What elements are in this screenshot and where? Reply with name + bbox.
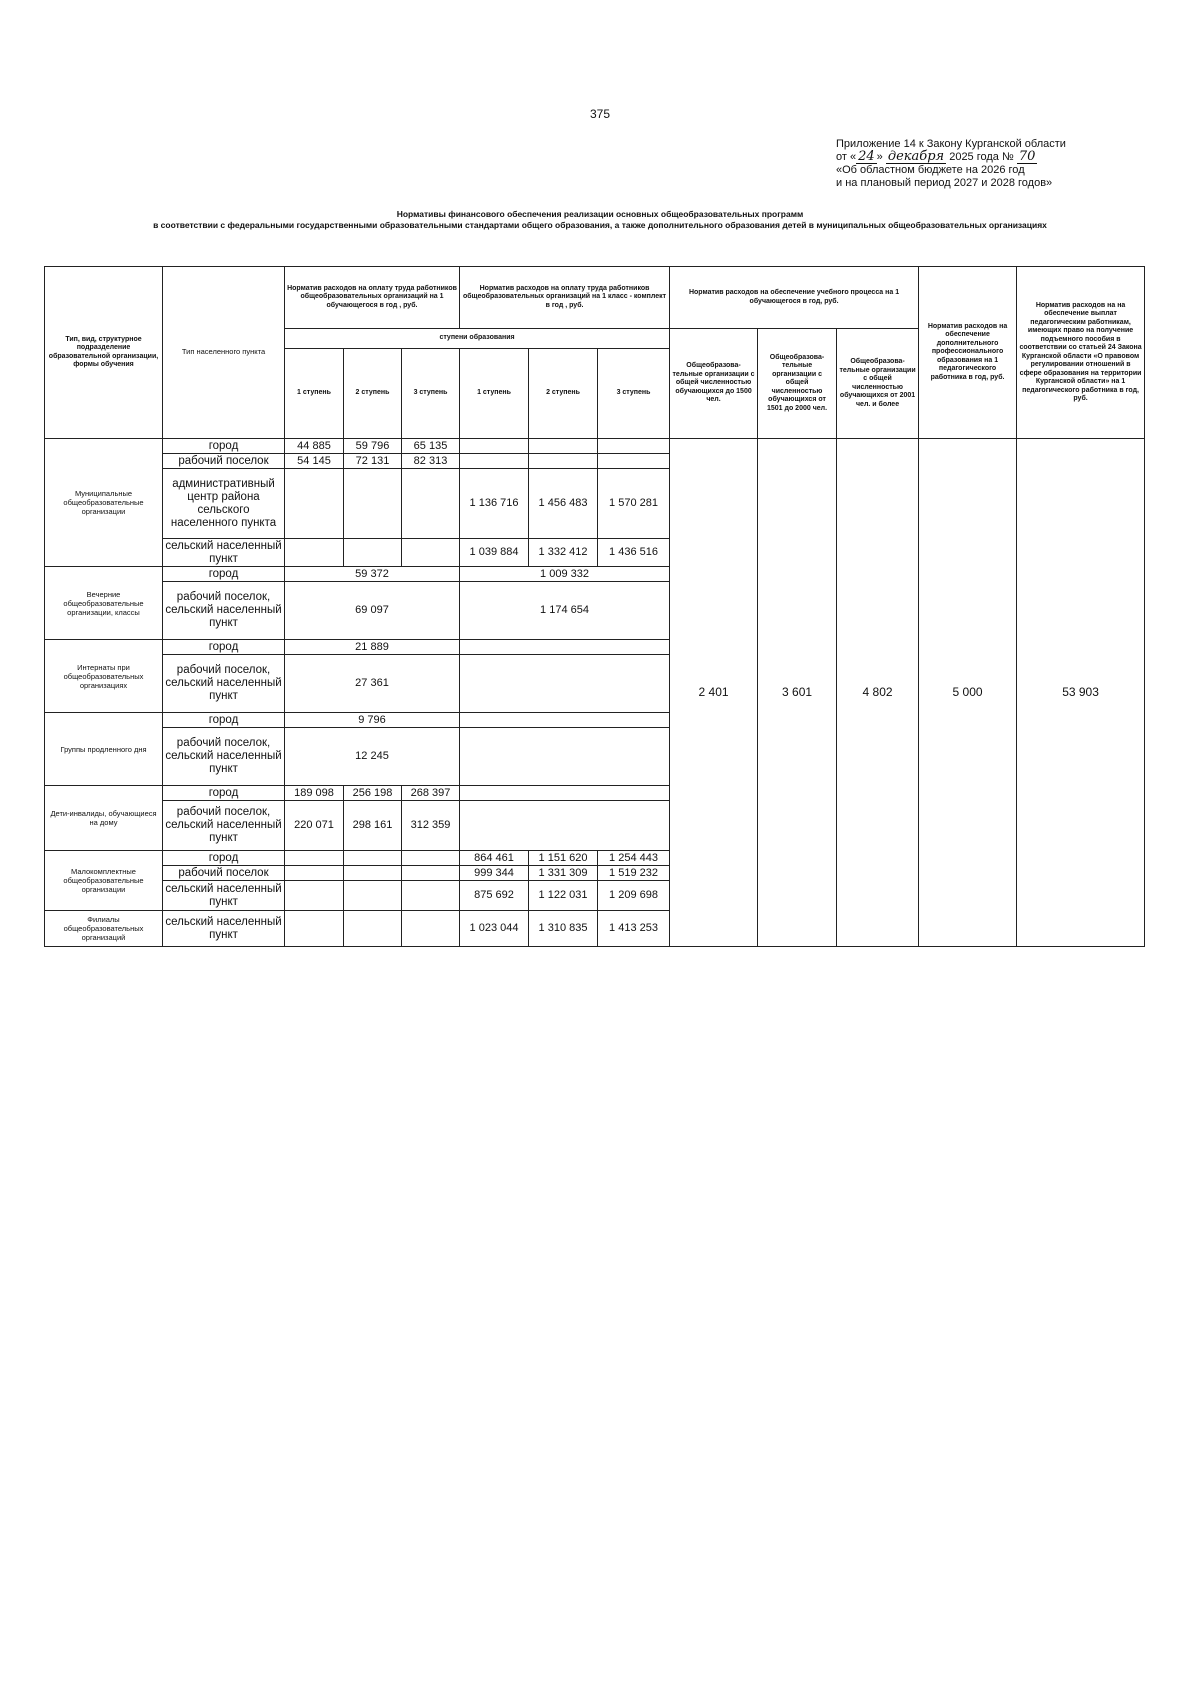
value-cell: 65 135: [402, 439, 460, 454]
value-cell: [285, 469, 344, 539]
value-cell: 9 796: [285, 713, 460, 728]
value-cell: 999 344: [460, 866, 529, 881]
value-cell: [344, 469, 402, 539]
empty-cell: [460, 786, 670, 801]
appendix-number-handwritten: 70: [1018, 149, 1036, 164]
settlement-cell: сельский населенный пункт: [163, 539, 285, 567]
header-pupil-level3: 3 ступень: [402, 349, 460, 439]
settlement-cell: город: [163, 713, 285, 728]
value-cell: [460, 454, 529, 469]
header-class-level1: 1 ступень: [460, 349, 529, 439]
appendix-date-mid: »: [876, 151, 883, 163]
empty-cell: [460, 713, 670, 728]
group-label-evening: Вечерние общеобразовательные организации, классы: [45, 567, 163, 640]
appendix-line3: «Об областном бюджете на 2026 год: [836, 164, 1025, 176]
settlement-cell: рабочий поселок, сельский населенный пункт: [163, 728, 285, 786]
appendix-line1: Приложение 14 к Закону Курганской области: [836, 138, 1066, 150]
value-cell: 1 413 253: [598, 911, 670, 947]
value-cell: 1 456 483: [529, 469, 598, 539]
title-line1: Нормативы финансового обеспечения реализации основных общеобразовательных программ: [396, 209, 804, 219]
empty-cell: [344, 911, 402, 947]
header-pupil-norm: Норматив расходов на оплату труда работников общеобразовательных организаций на 1 обучающегося в год , руб.: [285, 267, 460, 329]
appendix-month-handwritten: декабря: [887, 149, 945, 164]
page-number: 375: [589, 107, 611, 121]
value-cell: 1 009 332: [460, 567, 670, 582]
empty-cell: [402, 866, 460, 881]
group-label-boarding: Интернаты при общеобразовательных организациях: [45, 640, 163, 713]
settlement-cell: сельский населенный пункт: [163, 911, 285, 947]
header-class-level2: 2 ступень: [529, 349, 598, 439]
norm-lifting-allowance: 53 903: [1017, 439, 1145, 947]
value-cell: 312 359: [402, 801, 460, 851]
empty-cell: [344, 851, 402, 866]
group-label-disabled-home: Дети-инвалиды, обучающиеся на дому: [45, 786, 163, 851]
appendix-line4: и на плановый период 2027 и 2028 годов»: [836, 177, 1053, 189]
empty-cell: [285, 881, 344, 911]
settlement-cell: город: [163, 567, 285, 582]
empty-cell: [402, 911, 460, 947]
settlement-cell: рабочий поселок, сельский населенный пункт: [163, 801, 285, 851]
header-pupil-level2: 2 ступень: [344, 349, 402, 439]
empty-cell: [402, 851, 460, 866]
value-cell: 1 209 698: [598, 881, 670, 911]
value-cell: 1 519 232: [598, 866, 670, 881]
value-cell: 1 174 654: [460, 582, 670, 640]
group-label-small-schools: Малокомплектные общеобразовательные организации: [45, 851, 163, 911]
value-cell: 59 796: [344, 439, 402, 454]
norm-additional-education: 5 000: [919, 439, 1017, 947]
value-cell: 82 313: [402, 454, 460, 469]
appendix-line2: [836, 151, 1066, 164]
group-label-municipal: Муниципальные общеобразовательные организации: [45, 439, 163, 567]
table-row: [45, 439, 1145, 454]
value-cell: 1 039 884: [460, 539, 529, 567]
norm-large-schools: 4 802: [837, 439, 919, 947]
header-size-medium: Общеобразова-тельные организации с общей численностью обучающихся от 1501 до 2000 чел.: [758, 329, 837, 439]
empty-cell: [460, 640, 670, 655]
settlement-cell: город: [163, 439, 285, 454]
value-cell: 1 331 309: [529, 866, 598, 881]
empty-cell: [460, 655, 670, 713]
value-cell: 298 161: [344, 801, 402, 851]
appendix-header: [836, 138, 1066, 190]
header-size-small: Общеобразова-тельные организации с общей численностью обучающихся до 1500 чел.: [670, 329, 758, 439]
empty-cell: [285, 911, 344, 947]
empty-cell: [344, 881, 402, 911]
header-class-level3: 3 ступень: [598, 349, 670, 439]
settlement-cell: рабочий поселок: [163, 454, 285, 469]
settlement-cell: город: [163, 640, 285, 655]
settlement-cell: рабочий поселок: [163, 866, 285, 881]
group-label-branches: Филиалы общеобразовательных организаций: [45, 911, 163, 947]
settlement-cell: город: [163, 851, 285, 866]
value-cell: 1 122 031: [529, 881, 598, 911]
value-cell: 1 570 281: [598, 469, 670, 539]
settlement-cell: административный центр района сельского населенного пункта: [163, 469, 285, 539]
value-cell: 69 097: [285, 582, 460, 640]
value-cell: 54 145: [285, 454, 344, 469]
header-lifting-allowance: Норматив расходов на на обеспечение выплат педагогическим работникам, имеющих право на получение подъемного пособия в соответствии со статьей 24 Закона Курганской области «О правовом регулировании отношений в сфере образования на территории Курганской области» на 1 педагогического работника в год, руб.: [1017, 267, 1145, 439]
value-cell: [598, 454, 670, 469]
value-cell: 875 692: [460, 881, 529, 911]
value-cell: 27 361: [285, 655, 460, 713]
value-cell: 268 397: [402, 786, 460, 801]
value-cell: 220 071: [285, 801, 344, 851]
appendix-date-prefix: от «: [836, 151, 857, 163]
header-learning-norm: Норматив расходов на обеспечение учебного процесса на 1 обучающегося в год, руб.: [670, 267, 919, 329]
title-line2: в соответствии с федеральными государственными образовательными стандартами общего образования, а также дополнительного образования детей в муниципальных общеобразовательных организациях: [153, 220, 1047, 230]
header-size-large: Общеобразова-тельные организации с общей численностью обучающихся от 2001 чел. и более: [837, 329, 919, 439]
norm-small-schools: 2 401: [670, 439, 758, 947]
header-pupil-level1: 1 ступень: [285, 349, 344, 439]
empty-cell: [402, 881, 460, 911]
value-cell: [344, 539, 402, 567]
value-cell: [529, 454, 598, 469]
value-cell: 256 198: [344, 786, 402, 801]
value-cell: 12 245: [285, 728, 460, 786]
header-org-type: Тип, вид, структурное подразделение образовательной организации, формы обучения: [45, 267, 163, 439]
header-additional-education: Норматив расходов на обеспечение дополнительного профессионального образования на 1 педагогического работника в год, руб.: [919, 267, 1017, 439]
value-cell: [529, 439, 598, 454]
value-cell: [402, 469, 460, 539]
value-cell: 1 332 412: [529, 539, 598, 567]
empty-cell: [285, 851, 344, 866]
value-cell: 1 151 620: [529, 851, 598, 866]
value-cell: [460, 439, 529, 454]
header-settlement-type: Тип населенного пункта: [163, 267, 285, 439]
value-cell: 1 023 044: [460, 911, 529, 947]
appendix-day-handwritten: 24: [858, 149, 875, 164]
value-cell: [598, 439, 670, 454]
value-cell: [285, 539, 344, 567]
value-cell: 1 436 516: [598, 539, 670, 567]
appendix-year: 2025 года №: [949, 151, 1014, 163]
group-label-extended-day: Группы продленного дня: [45, 713, 163, 786]
empty-cell: [460, 801, 670, 851]
settlement-cell: рабочий поселок, сельский населенный пункт: [163, 582, 285, 640]
empty-cell: [344, 866, 402, 881]
value-cell: 59 372: [285, 567, 460, 582]
settlement-cell: сельский населенный пункт: [163, 881, 285, 911]
value-cell: 864 461: [460, 851, 529, 866]
empty-cell: [285, 866, 344, 881]
norms-table: [44, 266, 1145, 947]
value-cell: 1 310 835: [529, 911, 598, 947]
value-cell: 1 254 443: [598, 851, 670, 866]
header-education-levels: ступени образования: [285, 329, 670, 349]
settlement-cell: рабочий поселок, сельский населенный пункт: [163, 655, 285, 713]
value-cell: 1 136 716: [460, 469, 529, 539]
value-cell: 21 889: [285, 640, 460, 655]
empty-cell: [460, 728, 670, 786]
settlement-cell: город: [163, 786, 285, 801]
norm-medium-schools: 3 601: [758, 439, 837, 947]
value-cell: 189 098: [285, 786, 344, 801]
value-cell: 72 131: [344, 454, 402, 469]
document-title: [60, 209, 1140, 231]
header-class-norm: Норматив расходов на оплату труда работников общеобразовательных организаций на 1 класс - комплект в год , руб.: [460, 267, 670, 329]
value-cell: 44 885: [285, 439, 344, 454]
value-cell: [402, 539, 460, 567]
